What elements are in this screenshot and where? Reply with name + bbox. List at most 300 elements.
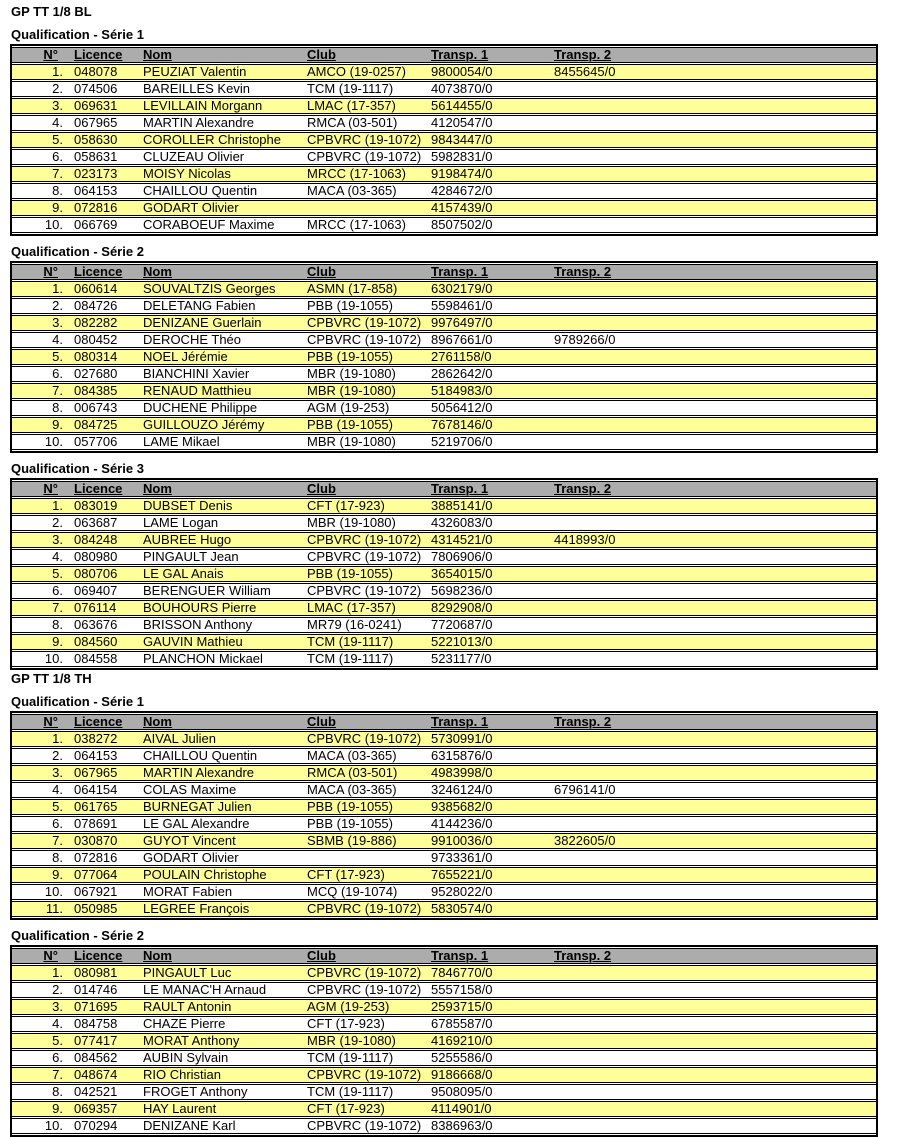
table-header-row — [12, 948, 876, 964]
club-cell: CPBVRC (19-1072) — [305, 532, 428, 548]
transp2-cell — [548, 731, 876, 747]
licence-cell: 027680 — [72, 366, 135, 382]
rank-cell: 10. — [12, 1118, 72, 1134]
transp2-cell — [548, 1067, 876, 1083]
column-header — [72, 948, 135, 964]
name-cell: MARTIN Alexandre — [135, 765, 305, 781]
transp1-cell: 4073870/0 — [428, 81, 548, 97]
licence-cell: 042521 — [72, 1084, 135, 1100]
transp2-cell — [548, 115, 876, 131]
name-cell: SOUVALTZIS Georges — [135, 281, 305, 297]
qualification-table — [10, 478, 878, 670]
transp2-cell — [548, 816, 876, 832]
name-cell: LE GAL Anais — [135, 566, 305, 582]
transp1-cell: 5698236/0 — [428, 583, 548, 599]
table-row — [12, 765, 876, 781]
club-cell: ASMN (17-858) — [305, 281, 428, 297]
transp1-cell: 9910036/0 — [428, 833, 548, 849]
club-cell: CPBVRC (19-1072) — [305, 132, 428, 148]
club-cell: TCM (19-1117) — [305, 1050, 428, 1066]
club-cell: MRCC (17-1063) — [305, 217, 428, 233]
table-row — [12, 884, 876, 900]
name-cell: AIVAL Julien — [135, 731, 305, 747]
transp2-cell — [548, 748, 876, 764]
transp2-cell — [548, 600, 876, 616]
transp1-cell: 2593715/0 — [428, 999, 548, 1015]
transp2-cell — [548, 315, 876, 331]
club-cell: CPBVRC (19-1072) — [305, 549, 428, 565]
transp1-cell: 4120547/0 — [428, 115, 548, 131]
transp1-cell: 6302179/0 — [428, 281, 548, 297]
table-row — [12, 81, 876, 97]
table-header-row — [12, 47, 876, 63]
transp2-cell — [548, 566, 876, 582]
rank-cell: 3. — [12, 315, 72, 331]
licence-cell: 030870 — [72, 833, 135, 849]
club-cell: CFT (17-923) — [305, 1101, 428, 1117]
group-title: GP TT 1/8 TH — [11, 671, 92, 686]
transp1-cell: 4114901/0 — [428, 1101, 548, 1117]
table-header-row — [12, 264, 876, 280]
column-header — [428, 714, 548, 730]
sections-container — [10, 3, 888, 1137]
column-header — [135, 948, 305, 964]
column-header — [135, 714, 305, 730]
licence-cell: 080980 — [72, 549, 135, 565]
transp1-cell: 4314521/0 — [428, 532, 548, 548]
rank-cell: 7. — [12, 833, 72, 849]
licence-cell: 069407 — [72, 583, 135, 599]
transp2-cell — [548, 349, 876, 365]
transp2-cell — [548, 217, 876, 233]
table-row — [12, 982, 876, 998]
name-cell: MOISY Nicolas — [135, 166, 305, 182]
rank-cell: 10. — [12, 434, 72, 450]
column-header-label: Licence — [74, 264, 123, 279]
rank-cell: 7. — [12, 1067, 72, 1083]
licence-cell: 074506 — [72, 81, 135, 97]
name-cell: PEUZIAT Valentin — [135, 64, 305, 80]
transp1-cell: 9508095/0 — [428, 1084, 548, 1100]
transp2-cell — [548, 634, 876, 650]
column-header-label: Transp. 2 — [554, 948, 612, 963]
table-row — [12, 515, 876, 531]
transp1-cell: 6785587/0 — [428, 1016, 548, 1032]
licence-cell: 069631 — [72, 98, 135, 114]
table-row — [12, 64, 876, 80]
club-cell: CFT (17-923) — [305, 1016, 428, 1032]
transp1-cell: 5255586/0 — [428, 1050, 548, 1066]
column-header-label: Club — [307, 948, 336, 963]
rank-cell: 8. — [12, 850, 72, 866]
name-cell: BIANCHINI Xavier — [135, 366, 305, 382]
transp2-cell — [548, 366, 876, 382]
column-header — [305, 948, 428, 964]
club-cell — [305, 850, 428, 866]
club-cell: RMCA (03-501) — [305, 115, 428, 131]
licence-cell: 084248 — [72, 532, 135, 548]
column-header — [305, 47, 428, 63]
club-cell: MBR (19-1080) — [305, 383, 428, 399]
transp1-cell: 5598461/0 — [428, 298, 548, 314]
transp2-cell — [548, 132, 876, 148]
table-row — [12, 1033, 876, 1049]
column-header — [305, 264, 428, 280]
column-header — [428, 481, 548, 497]
name-cell: PINGAULT Jean — [135, 549, 305, 565]
rank-cell: 8. — [12, 617, 72, 633]
rank-cell: 2. — [12, 298, 72, 314]
rank-cell: 8. — [12, 400, 72, 416]
name-cell: CORABOEUF Maxime — [135, 217, 305, 233]
name-cell: BAREILLES Kevin — [135, 81, 305, 97]
name-cell: LAME Logan — [135, 515, 305, 531]
column-header-label: Transp. 1 — [431, 714, 489, 729]
transp2-cell — [548, 1016, 876, 1032]
licence-cell: 080706 — [72, 566, 135, 582]
club-cell: TCM (19-1117) — [305, 634, 428, 650]
column-header — [305, 714, 428, 730]
table-row — [12, 315, 876, 331]
licence-cell: 064154 — [72, 782, 135, 798]
column-header-label: Transp. 1 — [431, 47, 489, 62]
name-cell: PINGAULT Luc — [135, 965, 305, 981]
table-row — [12, 583, 876, 599]
transp1-cell: 9198474/0 — [428, 166, 548, 182]
transp1-cell: 8292908/0 — [428, 600, 548, 616]
name-cell: LEGREE François — [135, 901, 305, 917]
transp2-cell: 3822605/0 — [548, 833, 876, 849]
rank-cell: 6. — [12, 583, 72, 599]
club-cell: MBR (19-1080) — [305, 515, 428, 531]
name-cell: DENIZANE Karl — [135, 1118, 305, 1134]
rank-cell: 8. — [12, 1084, 72, 1100]
group-title: GP TT 1/8 BL — [11, 4, 92, 19]
rank-cell: 4. — [12, 549, 72, 565]
column-header — [548, 948, 876, 964]
column-header-label: N° — [43, 264, 58, 279]
club-cell: MACA (03-365) — [305, 748, 428, 764]
column-header-label: Transp. 2 — [554, 47, 612, 62]
table-row — [12, 867, 876, 883]
name-cell: PLANCHON Mickael — [135, 651, 305, 667]
licence-cell: 080981 — [72, 965, 135, 981]
licence-cell: 083019 — [72, 498, 135, 514]
transp2-cell — [548, 549, 876, 565]
transp1-cell: 9528022/0 — [428, 884, 548, 900]
transp2-cell: 8455645/0 — [548, 64, 876, 80]
table-row — [12, 98, 876, 114]
transp2-cell: 4418993/0 — [548, 532, 876, 548]
rank-cell: 1. — [12, 281, 72, 297]
transp2-cell — [548, 81, 876, 97]
licence-cell: 050985 — [72, 901, 135, 917]
table-row — [12, 281, 876, 297]
rank-cell: 9. — [12, 417, 72, 433]
licence-cell: 076114 — [72, 600, 135, 616]
transp2-cell — [548, 434, 876, 450]
column-header — [12, 264, 72, 280]
rank-cell: 5. — [12, 799, 72, 815]
transp1-cell: 3654015/0 — [428, 566, 548, 582]
club-cell: PBB (19-1055) — [305, 298, 428, 314]
club-cell: AGM (19-253) — [305, 400, 428, 416]
club-cell — [305, 200, 428, 216]
transp1-cell: 7846770/0 — [428, 965, 548, 981]
licence-cell: 084385 — [72, 383, 135, 399]
column-header — [135, 264, 305, 280]
licence-cell: 063687 — [72, 515, 135, 531]
club-cell: PBB (19-1055) — [305, 816, 428, 832]
rank-cell: 2. — [12, 515, 72, 531]
transp1-cell: 5219706/0 — [428, 434, 548, 450]
licence-cell: 084562 — [72, 1050, 135, 1066]
licence-cell: 084725 — [72, 417, 135, 433]
licence-cell: 048674 — [72, 1067, 135, 1083]
transp1-cell: 5614455/0 — [428, 98, 548, 114]
rank-cell: 2. — [12, 81, 72, 97]
rank-cell: 9. — [12, 1101, 72, 1117]
transp1-cell: 9186668/0 — [428, 1067, 548, 1083]
table-row — [12, 748, 876, 764]
table-row — [12, 166, 876, 182]
table-row — [12, 965, 876, 981]
column-header — [72, 481, 135, 497]
name-cell: POULAIN Christophe — [135, 867, 305, 883]
transp1-cell: 3246124/0 — [428, 782, 548, 798]
series-label: Qualification - Série 3 — [11, 461, 144, 476]
club-cell: LMAC (17-357) — [305, 600, 428, 616]
licence-cell: 048078 — [72, 64, 135, 80]
transp2-cell — [548, 498, 876, 514]
transp1-cell: 4157439/0 — [428, 200, 548, 216]
transp2-cell — [548, 98, 876, 114]
transp2-cell: 9789266/0 — [548, 332, 876, 348]
transp1-cell: 2761158/0 — [428, 349, 548, 365]
licence-cell: 038272 — [72, 731, 135, 747]
transp1-cell: 7655221/0 — [428, 867, 548, 883]
licence-cell: 066769 — [72, 217, 135, 233]
column-header-label: Transp. 1 — [431, 481, 489, 496]
name-cell: AUBIN Sylvain — [135, 1050, 305, 1066]
transp2-cell — [548, 383, 876, 399]
name-cell: MORAT Fabien — [135, 884, 305, 900]
table-row — [12, 400, 876, 416]
transp2-cell — [548, 799, 876, 815]
table-row — [12, 850, 876, 866]
licence-cell: 084758 — [72, 1016, 135, 1032]
rank-cell: 1. — [12, 731, 72, 747]
licence-cell: 064153 — [72, 748, 135, 764]
transp1-cell: 4169210/0 — [428, 1033, 548, 1049]
table-row — [12, 366, 876, 382]
rank-cell: 6. — [12, 816, 72, 832]
transp1-cell: 9385682/0 — [428, 799, 548, 815]
club-cell: CPBVRC (19-1072) — [305, 332, 428, 348]
column-header-label: Club — [307, 481, 336, 496]
transp2-cell — [548, 1118, 876, 1134]
club-cell: TCM (19-1117) — [305, 81, 428, 97]
rank-cell: 3. — [12, 765, 72, 781]
column-header-label: Transp. 1 — [431, 264, 489, 279]
transp2-cell — [548, 400, 876, 416]
name-cell: LE GAL Alexandre — [135, 816, 305, 832]
licence-cell: 071695 — [72, 999, 135, 1015]
transp2-cell — [548, 298, 876, 314]
name-cell: DEROCHE Théo — [135, 332, 305, 348]
transp1-cell: 5557158/0 — [428, 982, 548, 998]
qualification-table — [10, 711, 878, 920]
club-cell: PBB (19-1055) — [305, 349, 428, 365]
transp2-cell — [548, 583, 876, 599]
table-row — [12, 782, 876, 798]
licence-cell: 014746 — [72, 982, 135, 998]
licence-cell: 023173 — [72, 166, 135, 182]
name-cell: CHAILLOU Quentin — [135, 183, 305, 199]
name-cell: HAY Laurent — [135, 1101, 305, 1117]
club-cell: TCM (19-1117) — [305, 651, 428, 667]
column-header-label: Transp. 2 — [554, 481, 612, 496]
rank-cell: 10. — [12, 884, 72, 900]
rank-cell: 3. — [12, 98, 72, 114]
column-header — [12, 714, 72, 730]
column-header — [135, 47, 305, 63]
transp1-cell: 2862642/0 — [428, 366, 548, 382]
transp2-cell — [548, 1033, 876, 1049]
rank-cell: 7. — [12, 166, 72, 182]
table-row — [12, 634, 876, 650]
name-cell: FROGET Anthony — [135, 1084, 305, 1100]
column-header — [72, 714, 135, 730]
rank-cell: 3. — [12, 999, 72, 1015]
qualification-table — [10, 44, 878, 236]
table-row — [12, 651, 876, 667]
column-header — [12, 948, 72, 964]
column-header — [548, 714, 876, 730]
name-cell: CHAILLOU Quentin — [135, 748, 305, 764]
table-row — [12, 549, 876, 565]
column-header — [428, 264, 548, 280]
rank-cell: 1. — [12, 965, 72, 981]
column-header — [72, 47, 135, 63]
column-header-label: Licence — [74, 948, 123, 963]
table-row — [12, 349, 876, 365]
licence-cell: 058631 — [72, 149, 135, 165]
rank-cell: 5. — [12, 349, 72, 365]
name-cell: COLAS Maxime — [135, 782, 305, 798]
transp2-cell — [548, 651, 876, 667]
series-label: Qualification - Série 1 — [11, 27, 144, 42]
transp1-cell: 5184983/0 — [428, 383, 548, 399]
transp2-cell — [548, 901, 876, 917]
transp1-cell: 4983998/0 — [428, 765, 548, 781]
transp1-cell: 9976497/0 — [428, 315, 548, 331]
licence-cell: 082282 — [72, 315, 135, 331]
table-row — [12, 1101, 876, 1117]
column-header-label: Nom — [143, 714, 172, 729]
column-header-label: N° — [43, 47, 58, 62]
club-cell: CPBVRC (19-1072) — [305, 1067, 428, 1083]
table-row — [12, 149, 876, 165]
licence-cell: 080314 — [72, 349, 135, 365]
transp1-cell: 8967661/0 — [428, 332, 548, 348]
column-header-label: N° — [43, 481, 58, 496]
club-cell: CPBVRC (19-1072) — [305, 583, 428, 599]
club-cell: TCM (19-1117) — [305, 1084, 428, 1100]
club-cell: SBMB (19-886) — [305, 833, 428, 849]
name-cell: GUILLOUZO Jérémy — [135, 417, 305, 433]
table-row — [12, 298, 876, 314]
name-cell: MORAT Anthony — [135, 1033, 305, 1049]
licence-cell: 084726 — [72, 298, 135, 314]
licence-cell: 063676 — [72, 617, 135, 633]
column-header — [12, 47, 72, 63]
club-cell: LMAC (17-357) — [305, 98, 428, 114]
name-cell: BOUHOURS Pierre — [135, 600, 305, 616]
licence-cell: 057706 — [72, 434, 135, 450]
rank-cell: 5. — [12, 566, 72, 582]
transp2-cell — [548, 867, 876, 883]
club-cell: CPBVRC (19-1072) — [305, 315, 428, 331]
rank-cell: 3. — [12, 532, 72, 548]
name-cell: RIO Christian — [135, 1067, 305, 1083]
name-cell: LAME Mikael — [135, 434, 305, 450]
transp1-cell: 9800054/0 — [428, 64, 548, 80]
name-cell: DUBSET Denis — [135, 498, 305, 514]
transp1-cell: 5221013/0 — [428, 634, 548, 650]
table-row — [12, 999, 876, 1015]
table-row — [12, 434, 876, 450]
table-row — [12, 132, 876, 148]
name-cell: DUCHENE Philippe — [135, 400, 305, 416]
table-row — [12, 115, 876, 131]
licence-cell: 067921 — [72, 884, 135, 900]
licence-cell: 084560 — [72, 634, 135, 650]
table-row — [12, 1084, 876, 1100]
club-cell: AGM (19-253) — [305, 999, 428, 1015]
table-header-row — [12, 481, 876, 497]
transp2-cell — [548, 1101, 876, 1117]
table-row — [12, 532, 876, 548]
club-cell: PBB (19-1055) — [305, 799, 428, 815]
transp2-cell — [548, 1050, 876, 1066]
column-header-label: Licence — [74, 714, 123, 729]
name-cell: GODART Olivier — [135, 850, 305, 866]
rank-cell: 9. — [12, 634, 72, 650]
transp2-cell — [548, 850, 876, 866]
transp1-cell: 9733361/0 — [428, 850, 548, 866]
column-header-label: Nom — [143, 264, 172, 279]
licence-cell: 080452 — [72, 332, 135, 348]
rank-cell: 4. — [12, 782, 72, 798]
name-cell: COROLLER Christophe — [135, 132, 305, 148]
rank-cell: 1. — [12, 498, 72, 514]
series-label: Qualification - Série 2 — [11, 928, 144, 943]
column-header — [12, 481, 72, 497]
column-header-label: N° — [43, 714, 58, 729]
column-header-label: Transp. 2 — [554, 714, 612, 729]
column-header-label: N° — [43, 948, 58, 963]
rank-cell: 9. — [12, 200, 72, 216]
transp1-cell: 7678146/0 — [428, 417, 548, 433]
club-cell: PBB (19-1055) — [305, 566, 428, 582]
licence-cell: 067965 — [72, 765, 135, 781]
transp2-cell — [548, 765, 876, 781]
transp1-cell: 9843447/0 — [428, 132, 548, 148]
rank-cell: 6. — [12, 366, 72, 382]
rank-cell: 4. — [12, 332, 72, 348]
series-label: Qualification - Série 2 — [11, 244, 144, 259]
